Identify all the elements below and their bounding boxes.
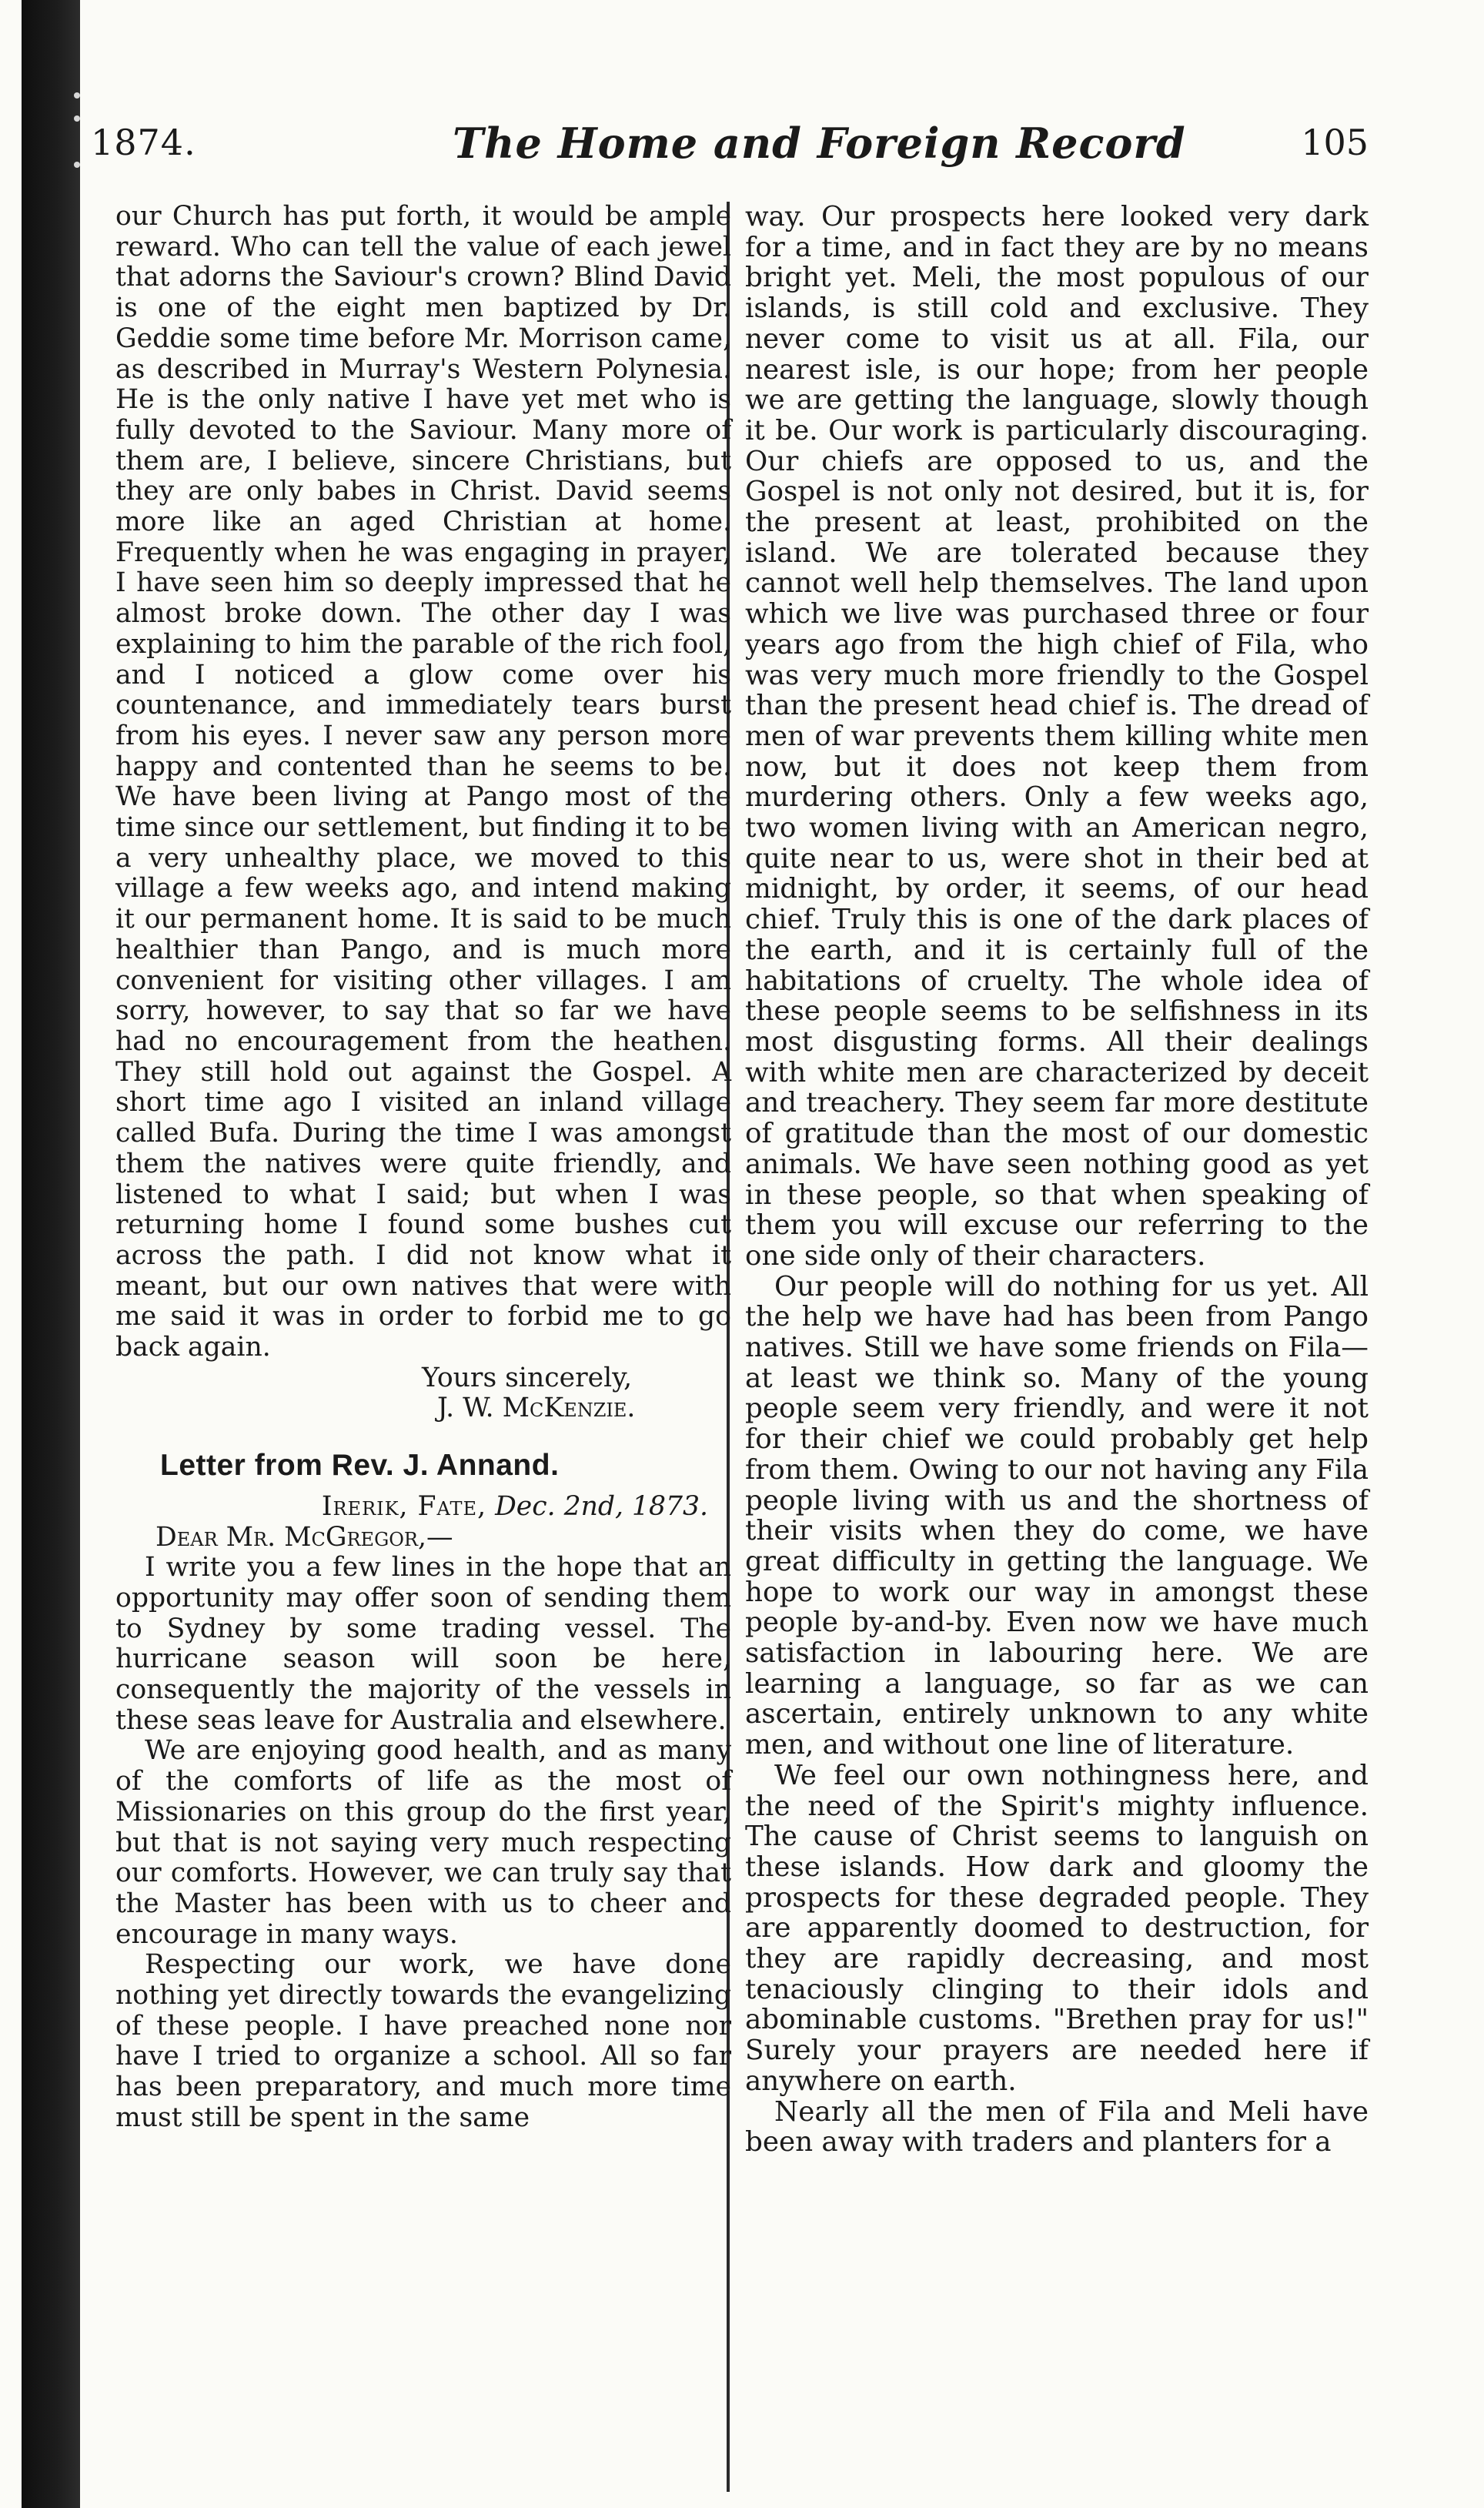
binding-mark	[74, 162, 80, 168]
letter-dateline	[115, 1492, 731, 1523]
letter-salutation: Dear Mr. McGregor,—	[155, 1521, 453, 1553]
letter-paragraph: Nearly all the men of Fila and Meli have been away with traders and planters for a	[745, 2095, 1369, 2159]
binding-mark	[74, 115, 80, 122]
page-header	[91, 119, 1369, 199]
letter-place: Irerik, Fate,	[321, 1490, 487, 1522]
letter-heading: Letter from Rev. J. Annand.	[160, 1449, 560, 1483]
journal-title: The Home and Foreign Record	[453, 119, 1186, 168]
page-binding-edge	[22, 0, 80, 2508]
letter-paragraph: Respecting our work, we have done nothing yet directly towards the evangelizing of these people. I have preached none nor have I tried to organize a school. All so far has been preparatory, and much more time must still be spent in the same	[115, 1949, 731, 2133]
binding-mark	[74, 92, 80, 99]
header-year: 1874.	[91, 122, 196, 163]
right-column	[745, 202, 1369, 2158]
letter-paragraph: We are enjoying good health, and as many of the comforts of life as the most of Missionaries on this group do the first year, but that is not saying very much respecting our comforts. However, we can truly say that the Master has been with us to cheer and encourage in many ways.	[115, 1735, 731, 1950]
letter-closing: Yours sincerely,	[422, 1362, 633, 1393]
letter-paragraph: Our people will do nothing for us yet. All the help we have had has been from Pango natives. Still we have some friends on Fila—at least we think so. Many of the young people seem very friendly, and were it not for their chief we could probably get help from them. Owing to our not having any Fila people living with us and the shortness of their visits when they do come, we have great difficulty in getting the language. We hope to work our way in amongst these people by-and-by. Even now we have much satisfaction in labouring here. We are learning a language, so far as we can ascertain, entirely unknown to any white men, and without one line of literature.	[745, 1270, 1369, 1761]
continued-paragraph: our Church has put forth, it would be ample reward. Who can tell the value of each jewel that adorns the Saviour's crown? Blind David is one of the eight men baptized by Dr. Geddie some time before Mr. Morrison came, as described in Murray's Western Polynesia. He is the only native I have yet met who is fully devoted to the Saviour. Many more of them are, I believe, sincere Christians, but they are only babes in Christ. David seems more like an aged Christian at home. Frequently when he was engaging in prayer, I have seen him so deeply impressed that he almost broke down. The other day I was explaining to him the parable of the rich fool, and I noticed a glow come over his countenance, and immediately tears burst from his eyes. I never saw any person more happy and contented than he seems to be. We have been living at Pango most of the time since our settlement, but finding it to be a very unhealthy place, we moved to this village a few weeks ago, and intend making it our permanent home. It is said to be much healthier than Pango, and is much more convenient for visiting other villages. I am sorry, however, to say that so far we have had no encouragement from the heathen. They still hold out against the Gospel. A short time ago I visited an inland village called Bufa. During the time I was amongst them the natives were quite friendly, and listened to what I said; but when I was returning home I found some bushes cut across the path. I did not know what it meant, but our own natives that were with me said it was in order to forbid me to go back again.	[115, 201, 731, 1363]
left-column	[115, 202, 731, 2134]
letter-paragraph: way. Our prospects here looked very dark for a time, and in fact they are by no means bright yet. Meli, the most populous of our islands, is still cold and exclusive. They never come to visit us at all. Fila, our nearest isle, is our hope; from her people we are getting the language, slowly though it be. Our work is particularly discouraging. Our chiefs are opposed to us, and the Gospel is not only not desired, but it is, for the present at least, prohibited on the island. We are tolerated because they cannot well help themselves. The land upon which we live was purchased three or four years ago from the high chief of Fila, who was very much more friendly to the Gospel than the present head chief is. The dread of men of war prevents them killing white men now, but it does not keep them from murdering others. Only a few weeks ago, two women living with an American negro, quite near to us, were shot in their bed at midnight, by order, it seems, of our head chief. Truly this is one of the dark places of the earth, and it is certainly full of the habitations of cruelty. The whole idea of these people seems to be selfishness in its most disgusting forms. All their dealings with white men are characterized by deceit and treachery. They seem far more destitute of gratitude than the most of our domestic animals. We have seen nothing good as yet in these people, so that when speaking of them you will excuse our referring to the one side only of their characters.	[745, 201, 1369, 1272]
letter-signature: J. W. McKenzie.	[437, 1393, 636, 1424]
letter-paragraph: I write you a few lines in the hope that an opportunity may offer soon of sending them to Sydney by some trading vessel. The hurricane season will soon be here, consequently the majority of the vessels in these seas leave for Australia and elsewhere.	[115, 1552, 731, 1736]
letter-paragraph: We feel our own nothingness here, and the need of the Spirit's mighty influence. The cause of Christ seems to languish on these islands. How dark and gloomy the prospects for these degraded people. They are apparently doomed to destruction, for they are rapidly decreasing, and most tenaciously clinging to their idols and abominable customs. "Brethen pray for us!" Surely your prayers are needed here if anywhere on earth.	[745, 1759, 1369, 2097]
letter-date: Dec. 2nd, 1873.	[495, 1490, 708, 1522]
page-number: 105	[1301, 122, 1369, 163]
